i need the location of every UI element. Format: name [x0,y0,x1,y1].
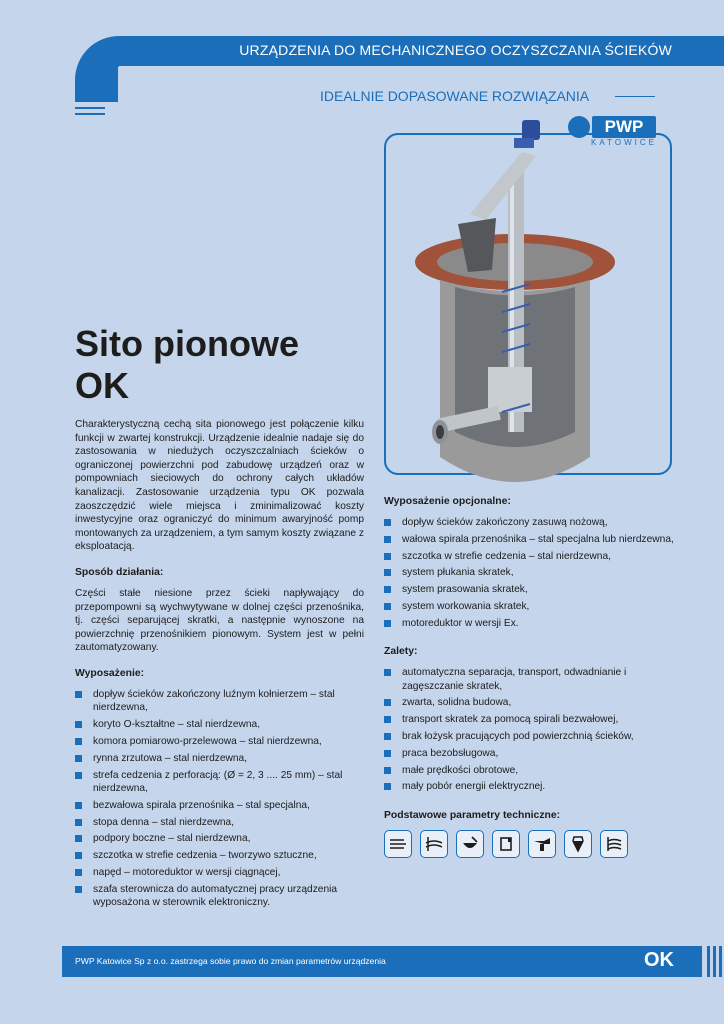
list-item: brak łożysk pracujących pod powierzchnią ścieków, [384,730,674,743]
footer-stripes [707,946,724,977]
bag-icon [564,830,592,858]
tagline-rule [615,96,655,97]
list-item: automatyczna separacja, transport, odwadnianie i zagęszczanie skratek, [384,666,674,693]
list-item: transport skratek za pomocą spirali bezwałowej, [384,713,674,726]
water-drop-icon [568,116,590,138]
product-title-line2: OK [75,365,129,406]
list-item: szczotka w strefie cedzenia – stal nierdzewna, [384,550,674,563]
list-item: szafa sterownicza do automatycznej pracy urządzenia wyposażona w sterownik elektroniczny. [75,883,364,910]
logo-name: PWP [592,116,656,138]
flow-icon [384,830,412,858]
wave-stack-icon [600,830,628,858]
advantages-heading: Zalety: [384,646,418,658]
product-title-line1: Sito pionowe [75,323,299,364]
intro-paragraph: Charakterystyczną cechą sita pionowego jest połączenie kilku funkcji w zwartej konstrukcji. Urządzenie idealnie nadaje się do zastosowania w niedużych oczyszczalniach ścieków o ograniczonej powierzchni pod zabudowę urządzeń oraz w pompowniach sieciowych do ochrony całych układów kanalizacji. Zastosowanie urządzenia typu OK pozwala zaoszczędzić wiele miejsca i zminimalizować koszty inwestycyjne oraz ograniczyć do minimum awaryjność pomp montowanych za urządzeniem, a tym samym koszty związane z eksploatacją. [75,419,364,553]
press-icon [528,830,556,858]
list-item: system płukania skratek, [384,566,674,579]
list-item: podpory boczne – stal nierdzewna, [75,832,364,845]
screen-flow-icon [420,830,448,858]
list-item: zwarta, solidna budowa, [384,696,674,709]
list-item: koryto O-kształtne – stal nierdzewna, [75,718,364,731]
list-item: rynna zrzutowa – stal nierdzewna, [75,752,364,765]
list-item: bezwałowa spirala przenośnika – stal specjalna, [75,799,364,812]
right-column [384,496,674,858]
operation-paragraph: Części stałe niesione przez ścieki napływający do przepompowni są wychwytywane w dolnej części przenośnika, tj. części separującej skratki, a następnie wynoszone na powierzchnię przenośnikiem pionowym. System jest w pełni zautomatyzowany. [75,587,364,654]
list-item: mały pobór energii elektrycznej. [384,780,674,793]
optional-list [384,516,674,630]
mixing-bowl-icon [456,830,484,858]
list-item: dopływ ścieków zakończony zasuwą nożową, [384,516,674,529]
equipment-list [75,688,364,910]
vertical-screen-illustration [410,112,620,497]
list-item: komora pomiarowo-przelewowa – stal nierdzewna, [75,735,364,748]
list-item: napęd – motoreduktor w wersji ciągnącej, [75,866,364,879]
header-corner-cutout [118,66,161,102]
footer-bar [62,946,702,977]
equipment-heading: Wyposażenie: [75,667,145,679]
list-item: strefa cedzenia z perforacją: (Ø = 2, 3 .... 25 mm) – stal nierdzewna, [75,769,364,796]
list-item: system workowania skratek, [384,600,674,613]
left-column [75,418,364,913]
header-tagline: IDEALNIE DOPASOWANE ROZWIĄZANIA [320,88,590,104]
header-rule-2 [75,113,105,115]
list-item: wałowa spirala przenośnika – stal specjalna lub nierdzewna, [384,533,674,546]
logo-city: KATOWICE [591,138,657,147]
operation-heading: Sposób działania: [75,566,164,578]
list-item: stopa denna – stal nierdzewna, [75,816,364,829]
list-item: system prasowania skratek, [384,583,674,596]
parameters-heading: Podstawowe parametry techniczne: [384,809,561,821]
optional-heading: Wyposażenie opcjonalne: [384,496,511,507]
header-rule-1 [75,107,105,109]
footer-note: PWP Katowice Sp z o.o. zastrzega sobie prawo do zmian parametrów urządzenia [75,956,386,966]
list-item: praca bezobsługowa, [384,747,674,760]
parameter-icons [384,830,674,858]
header-category: URZĄDZENIA DO MECHANICZNEGO OCZYSZCZANIA ŚCIEKÓW [239,42,672,58]
advantages-list [384,666,674,794]
product-title [75,323,299,407]
list-item: małe prędkości obrotowe, [384,764,674,777]
pwp-logo [568,116,658,146]
header-bar [118,36,724,66]
list-item: dopływ ścieków zakończony luźnym kołnierzem – stal nierdzewna, [75,688,364,715]
container-icon [492,830,520,858]
list-item: szczotka w strefie cedzenia – tworzywo sztuczne, [75,849,364,862]
footer-product-code: OK [644,949,674,971]
list-item: motoreduktor w wersji Ex. [384,617,674,630]
